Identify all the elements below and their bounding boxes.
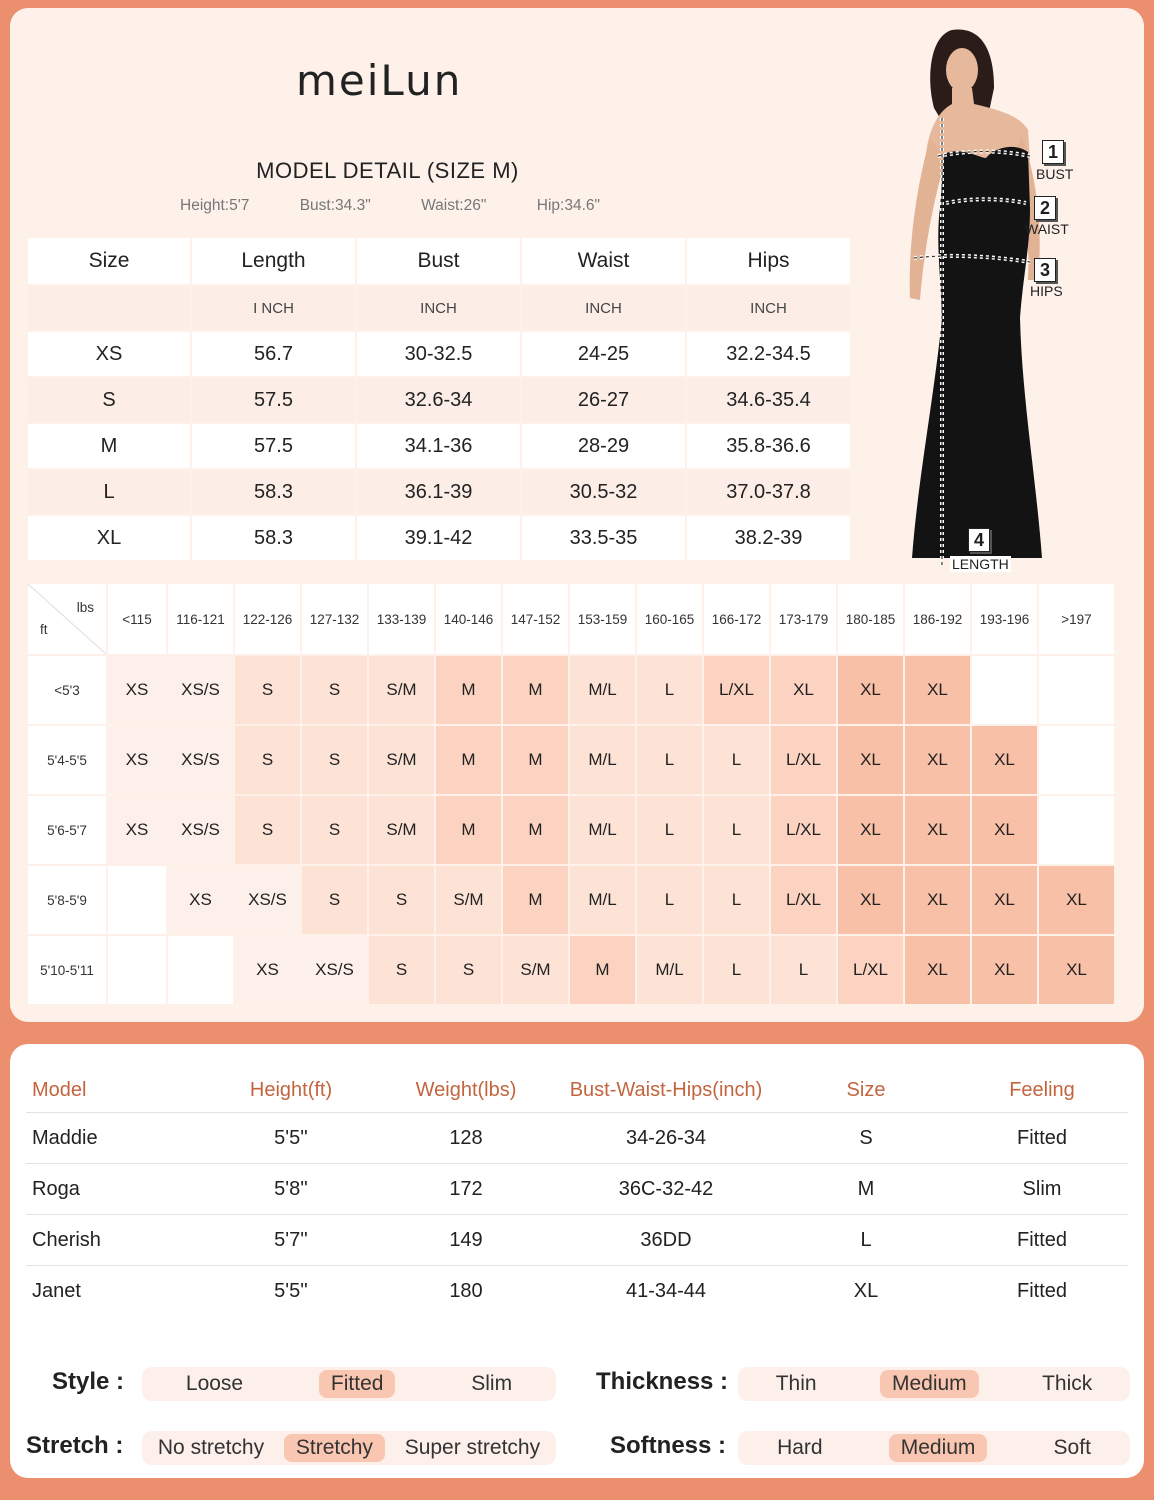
grid-cell: S: [302, 726, 367, 794]
weight-header-cell: >197: [1039, 584, 1114, 654]
height-label: 5'10-5'11: [28, 936, 106, 1004]
model-waist: Waist:26": [421, 197, 487, 214]
grid-cell: S: [235, 796, 300, 864]
grid-cell: S/M: [436, 866, 501, 934]
grid-cell: M: [436, 656, 501, 724]
table-cell: 34-26-34: [625, 1126, 707, 1149]
model-bust: Bust:34.3": [299, 197, 371, 214]
corner-diagonal: [28, 584, 106, 654]
grid-cell: XL: [838, 726, 903, 794]
unit-cell: I NCH: [192, 286, 355, 330]
grid-cell: M: [503, 656, 568, 724]
table-cell: Roga: [32, 1177, 80, 1200]
table-cell: 33.5-35: [522, 516, 685, 560]
grid-cell: L: [771, 936, 836, 1004]
grid-row: [28, 936, 1128, 1004]
table-cell: 5'5'': [274, 1279, 308, 1302]
header-cell: Bust: [357, 238, 520, 284]
header-cell: Size: [28, 238, 190, 284]
grid-cell: XL: [771, 656, 836, 724]
grid-cell: S/M: [503, 936, 568, 1004]
grid-cell: M: [503, 796, 568, 864]
grid-cell: XL: [905, 726, 970, 794]
table-cell: 57.5: [192, 378, 355, 422]
grid-cell: [168, 936, 233, 1004]
table-row: [26, 1164, 1128, 1215]
table-row: [26, 1113, 1128, 1164]
grid-cell: [1039, 726, 1114, 794]
grid-cell: [972, 656, 1037, 724]
table-cell: 28-29: [522, 424, 685, 468]
grid-cell: XL: [972, 726, 1037, 794]
grid-cell: L: [637, 796, 702, 864]
softness-option: Medium: [889, 1434, 988, 1462]
grid-cell: S/M: [369, 726, 434, 794]
table-row: [28, 470, 850, 514]
lbs-label: lbs: [76, 600, 94, 615]
table-cell: Fitted: [1016, 1279, 1068, 1302]
model-detail-title: MODEL DETAIL (SIZE M): [256, 158, 519, 183]
grid-cell: L: [637, 726, 702, 794]
table-cell: 36DD: [640, 1228, 692, 1251]
table-cell: M: [28, 424, 190, 468]
table-row: [26, 1215, 1128, 1266]
grid-cell: L: [704, 796, 769, 864]
grid-cell: M: [570, 936, 635, 1004]
table-cell: S: [28, 378, 190, 422]
header-cell: Waist: [522, 238, 685, 284]
grid-cell: XL: [972, 936, 1037, 1004]
grid-cell: XS/S: [168, 656, 233, 724]
softness-option: Soft: [1053, 1436, 1091, 1459]
grid-cell: M: [503, 866, 568, 934]
unit-cell: INCH: [522, 286, 685, 330]
grid-row: [28, 866, 1128, 934]
header-cell: Model: [32, 1078, 87, 1101]
table-cell: 38.2-39: [687, 516, 850, 560]
style-option: Fitted: [319, 1370, 396, 1398]
grid-cell: L/XL: [771, 796, 836, 864]
size-recommendation-grid: [28, 584, 1128, 1006]
table-row: [28, 378, 850, 422]
table-cell: XL: [28, 516, 190, 560]
grid-cell: XL: [1039, 866, 1114, 934]
stretch-label: Stretch :: [26, 1432, 124, 1459]
table-cell: 24-25: [522, 332, 685, 376]
thickness-selector: [738, 1367, 1130, 1401]
weight-header-cell: 122-126: [235, 584, 300, 654]
grid-cell: L: [637, 656, 702, 724]
grid-cell: XS/S: [168, 726, 233, 794]
brand-logo: meiLun: [296, 56, 463, 105]
table-cell: 30-32.5: [357, 332, 520, 376]
table-cell: 37.0-37.8: [687, 470, 850, 514]
table-cell: 32.2-34.5: [687, 332, 850, 376]
weight-header-cell: 193-196: [972, 584, 1037, 654]
grid-cell: XL: [838, 866, 903, 934]
softness-selector: [738, 1431, 1130, 1465]
table-row: [28, 332, 850, 376]
hips-number-icon: 3: [1034, 258, 1056, 282]
grid-cell: S/M: [369, 656, 434, 724]
header-cell: Bust-Waist-Hips(inch): [569, 1078, 763, 1101]
grid-cell: L/XL: [704, 656, 769, 724]
grid-cell: S: [369, 866, 434, 934]
bust-number-icon: 1: [1042, 140, 1064, 164]
grid-cell: M/L: [570, 656, 635, 724]
header-cell: Height(ft): [249, 1078, 333, 1101]
grid-cell: [1039, 656, 1114, 724]
table-cell: XS: [28, 332, 190, 376]
weight-header-cell: 160-165: [637, 584, 702, 654]
table-cell: Slim: [1022, 1177, 1062, 1200]
grid-cell: XL: [905, 936, 970, 1004]
stretch-option: Stretchy: [284, 1434, 385, 1462]
table-cell: 58.3: [192, 516, 355, 560]
table-cell: L: [860, 1228, 872, 1251]
weight-header-cell: 173-179: [771, 584, 836, 654]
grid-cell: S/M: [369, 796, 434, 864]
table-cell: Fitted: [1016, 1126, 1068, 1149]
grid-cell: L/XL: [838, 936, 903, 1004]
thickness-option: Medium: [880, 1370, 979, 1398]
grid-cell: M: [436, 796, 501, 864]
style-option: Loose: [185, 1372, 244, 1395]
models-table: [26, 1068, 1128, 1316]
bust-label: BUST: [1036, 166, 1074, 182]
table-cell: Maddie: [32, 1126, 98, 1149]
table-row: [28, 516, 850, 560]
model-height: Height:5'7: [180, 197, 250, 214]
weight-header-cell: 180-185: [838, 584, 903, 654]
ft-label: ft: [40, 622, 48, 637]
table-cell: 5'8'': [274, 1177, 308, 1200]
grid-cell: L: [704, 726, 769, 794]
unit-cell: INCH: [357, 286, 520, 330]
table-cell: 35.8-36.6: [687, 424, 850, 468]
weight-header-cell: 166-172: [704, 584, 769, 654]
grid-cell: XL: [905, 796, 970, 864]
table-cell: 149: [449, 1228, 483, 1251]
grid-cell: XL: [972, 866, 1037, 934]
table-cell: 5'5'': [274, 1126, 308, 1149]
grid-cell: L/XL: [771, 866, 836, 934]
grid-cell: S: [235, 656, 300, 724]
grid-cell: XS: [108, 796, 166, 864]
table-cell: 39.1-42: [357, 516, 520, 560]
table-cell: S: [859, 1126, 873, 1149]
weight-header-cell: 153-159: [570, 584, 635, 654]
grid-cell: L: [704, 866, 769, 934]
table-cell: 57.5: [192, 424, 355, 468]
grid-row: [28, 726, 1128, 794]
grid-cell: XS/S: [235, 866, 300, 934]
grid-cell: XL: [972, 796, 1037, 864]
grid-cell: L: [704, 936, 769, 1004]
stretch-selector: [142, 1431, 556, 1465]
grid-cell: XS: [108, 726, 166, 794]
table-cell: 58.3: [192, 470, 355, 514]
header-cell: Weight(lbs): [415, 1078, 517, 1101]
grid-cell: M/L: [570, 866, 635, 934]
table-cell: M: [857, 1177, 875, 1200]
weight-header-cell: 116-121: [168, 584, 233, 654]
header-cell: Size: [846, 1078, 886, 1101]
grid-cell: [1039, 796, 1114, 864]
length-number-icon: 4: [968, 528, 990, 552]
size-table-header: [28, 238, 850, 284]
header-cell: Length: [192, 238, 355, 284]
grid-cell: L: [637, 866, 702, 934]
grid-cell: S: [369, 936, 434, 1004]
grid-cell: XS: [108, 656, 166, 724]
models-table-header: [26, 1068, 1128, 1113]
grid-cell: M/L: [570, 726, 635, 794]
grid-cell: XL: [905, 866, 970, 934]
table-cell: 36.1-39: [357, 470, 520, 514]
height-label: <5'3: [28, 656, 106, 724]
header-cell: Feeling: [1009, 1078, 1075, 1101]
grid-row: [28, 796, 1128, 864]
softness-label: Softness :: [610, 1432, 727, 1459]
weight-header-cell: 127-132: [302, 584, 367, 654]
grid-row: [28, 656, 1128, 724]
table-cell: XL: [853, 1279, 879, 1302]
table-cell: 34.6-35.4: [687, 378, 850, 422]
size-table-units: [28, 286, 850, 330]
table-cell: L: [28, 470, 190, 514]
table-cell: Janet: [32, 1279, 81, 1302]
style-option: Slim: [471, 1372, 513, 1395]
table-row: [26, 1266, 1128, 1316]
table-cell: 41-34-44: [625, 1279, 707, 1302]
header-cell: Hips: [687, 238, 850, 284]
table-cell: 56.7: [192, 332, 355, 376]
grid-cell: M: [436, 726, 501, 794]
softness-option: Hard: [777, 1436, 823, 1459]
style-label: Style :: [52, 1368, 125, 1395]
unit-cell: [28, 286, 190, 330]
grid-cell: S: [235, 726, 300, 794]
thickness-label: Thickness :: [596, 1368, 729, 1395]
table-cell: 26-27: [522, 378, 685, 422]
grid-cell: M/L: [637, 936, 702, 1004]
grid-cell: S: [436, 936, 501, 1004]
weight-header-cell: 186-192: [905, 584, 970, 654]
style-selector: [142, 1367, 556, 1401]
waist-label: WAIST: [1025, 221, 1069, 237]
weight-header-cell: 147-152: [503, 584, 568, 654]
grid-header-row: [28, 584, 1128, 654]
grid-corner: [28, 584, 106, 654]
model-detail-stats: [180, 197, 600, 215]
table-cell: Fitted: [1016, 1228, 1068, 1251]
table-cell: 30.5-32: [522, 470, 685, 514]
weight-header-cell: 133-139: [369, 584, 434, 654]
grid-cell: XS/S: [168, 796, 233, 864]
grid-cell: [108, 936, 166, 1004]
thickness-option: Thin: [775, 1372, 817, 1395]
table-row: [28, 424, 850, 468]
length-label: LENGTH: [952, 556, 1009, 572]
thickness-option: Thick: [1042, 1372, 1093, 1395]
hips-label: HIPS: [1030, 283, 1063, 299]
grid-cell: XS: [235, 936, 300, 1004]
height-label: 5'6-5'7: [28, 796, 106, 864]
table-cell: 128: [449, 1126, 483, 1149]
weight-header-cell: 140-146: [436, 584, 501, 654]
height-label: 5'4-5'5: [28, 726, 106, 794]
stretch-option: No stretchy: [157, 1436, 265, 1459]
model-figure: [890, 18, 1120, 578]
unit-cell: INCH: [687, 286, 850, 330]
table-cell: 34.1-36: [357, 424, 520, 468]
grid-cell: S: [302, 866, 367, 934]
grid-cell: XL: [838, 796, 903, 864]
table-cell: 36C-32-42: [618, 1177, 714, 1200]
table-cell: 32.6-34: [357, 378, 520, 422]
grid-cell: XL: [1039, 936, 1114, 1004]
grid-cell: XS/S: [302, 936, 367, 1004]
table-cell: 172: [449, 1177, 483, 1200]
table-cell: Cherish: [32, 1228, 101, 1251]
grid-cell: XS: [168, 866, 233, 934]
stretch-option: Super stretchy: [404, 1436, 541, 1459]
table-cell: 180: [449, 1279, 483, 1302]
size-table: [28, 238, 850, 560]
grid-cell: S: [302, 796, 367, 864]
dress-illustration: [890, 18, 1120, 578]
height-label: 5'8-5'9: [28, 866, 106, 934]
grid-cell: XL: [838, 656, 903, 724]
grid-cell: XL: [905, 656, 970, 724]
weight-header-cell: <115: [108, 584, 166, 654]
model-hip: Hip:34.6": [536, 197, 600, 214]
grid-cell: L/XL: [771, 726, 836, 794]
waist-number-icon: 2: [1034, 196, 1056, 220]
grid-cell: S: [302, 656, 367, 724]
table-cell: 5'7'': [274, 1228, 308, 1251]
grid-cell: M: [503, 726, 568, 794]
grid-cell: M/L: [570, 796, 635, 864]
grid-cell: [108, 866, 166, 934]
